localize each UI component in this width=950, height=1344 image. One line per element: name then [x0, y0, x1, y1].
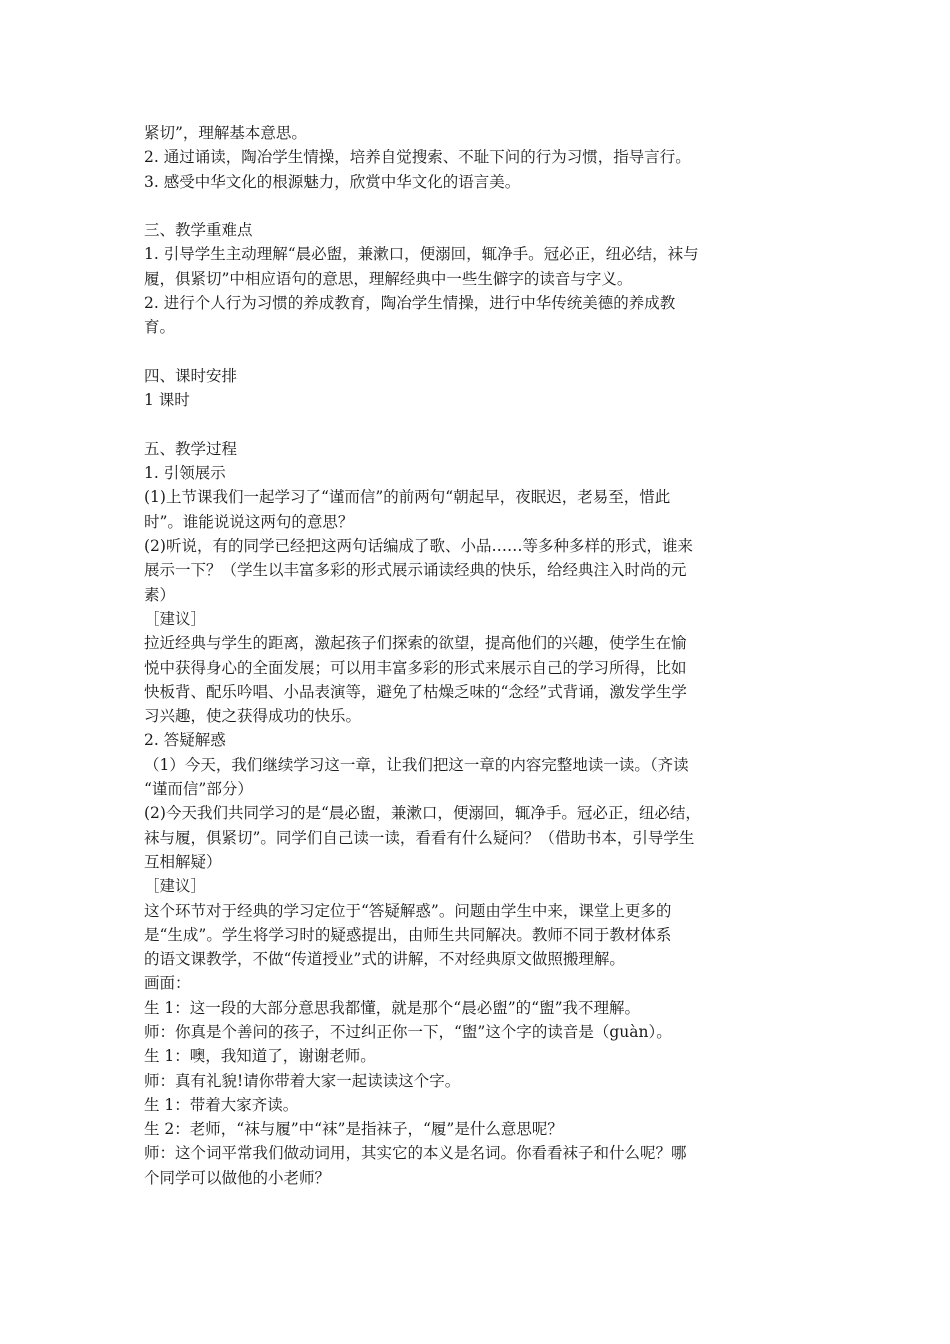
dialogue-line: 师：真有礼貌!请你带着大家一起读读这个字。	[144, 1071, 461, 1090]
text-line: 习兴趣，使之获得成功的快乐。	[144, 707, 362, 726]
text-line: 这个环节对于经典的学习定位于“答疑解惑”。问题由学生中来，课堂上更多的	[144, 901, 672, 920]
text-line: 拉近经典与学生的距离，激起孩子们探索的欲望，提高他们的兴趣，使学生在愉	[144, 634, 687, 653]
blank-line	[144, 413, 814, 437]
dialogue-line: 生 2：老师，“袜与履”中“袜”是指袜子，“履”是什么意思呢？	[144, 1120, 563, 1139]
text-line: 互相解疑）	[144, 852, 222, 871]
dialogue-line: 生 1：这一段的大部分意思我都懂，就是那个“晨必盥”的“盥”我不理解。	[144, 998, 640, 1017]
suggestion-label: ［建议］	[144, 609, 207, 628]
text-line: 快板背、配乐吟唱、小品表演等，避免了枯燥乏味的“念经”式背诵，激发学生学	[144, 682, 687, 701]
blank-line	[144, 194, 814, 218]
text-line: (2)今天我们共同学习的是“晨必盥，兼漱口，便溺回，辄净手。冠必正，纽必结，	[144, 804, 701, 823]
text-line: 履，俱紧切”中相应语句的意思，理解经典中一些生僻字的读音与字义。	[144, 269, 633, 288]
section-heading: 四、课时安排	[144, 366, 238, 385]
blank-line	[144, 340, 814, 364]
text-line: 育。	[144, 318, 176, 337]
scene-label: 画面：	[144, 974, 191, 993]
section-heading: 三、教学重难点	[144, 221, 253, 240]
dialogue-line: 师：你真是个善问的孩子，不过纠正你一下，“盥”这个字的读音是（guàn）。	[144, 1022, 672, 1041]
subsection-heading: 1. 引领展示	[144, 464, 226, 483]
text-line: 的语文课教学，不做“传道授业”式的讲解，不对经典原文做照搬理解。	[144, 950, 625, 969]
text-line: 展示一下？（学生以丰富多彩的形式展示诵读经典的快乐，给经典注入时尚的元	[144, 561, 687, 580]
text-line: 1 课时	[144, 391, 190, 410]
text-line: 时”。谁能说说这两句的意思？	[144, 512, 354, 531]
text-line: (2)听说，有的同学已经把这两句话编成了歌、小品……等多种多样的形式，谁来	[144, 537, 693, 556]
section-heading: 五、教学过程	[144, 439, 238, 458]
text-line: 2. 进行个人行为习惯的养成教育，陶冶学生情操，进行中华传统美德的养成教	[144, 294, 676, 313]
text-line: (1)上节课我们一起学习了“谨而信”的前两句“朝起早，夜眠迟，老易至，惜此	[144, 488, 671, 507]
document-page	[144, 121, 814, 1190]
subsection-heading: 2. 答疑解惑	[144, 731, 226, 750]
dialogue-line: 生 1：带着大家齐读。	[144, 1095, 299, 1114]
text-line: （1）今天，我们继续学习这一章，让我们把这一章的内容完整地读一读。（齐读	[144, 755, 689, 774]
text-line: 素）	[144, 585, 176, 604]
text-line: 2. 通过诵读，陶冶学生情操，培养自觉搜索、不耻下问的行为习惯，指导言行。	[144, 148, 691, 167]
text-line: 1. 引导学生主动理解“晨必盥，兼漱口，便溺回，辄净手。冠必正，纽必结，袜与	[144, 245, 699, 264]
dialogue-line: 个同学可以做他的小老师？	[144, 1168, 331, 1187]
text-line: 紧切”，理解基本意思。	[144, 124, 307, 142]
text-line: 3. 感受中华文化的根源魅力，欣赏中华文化的语言美。	[144, 172, 521, 191]
suggestion-label: ［建议］	[144, 877, 207, 896]
dialogue-line: 生 1：噢，我知道了，谢谢老师。	[144, 1047, 376, 1066]
text-line: 是“生成”。学生将学习时的疑惑提出，由师生共同解决。教师不同于教材体系	[144, 925, 672, 944]
dialogue-line: 师：这个词平常我们做动词用，其实它的本义是名词。你看看袜子和什么呢？哪	[144, 1144, 687, 1163]
text-line: 袜与履，俱紧切”。同学们自己读一读，看看有什么疑问？（借助书本，引导学生	[144, 828, 695, 847]
text-line: “谨而信”部分）	[144, 780, 253, 799]
text-line: 悦中获得身心的全面发展；可以用丰富多彩的形式来展示自己的学习所得，比如	[144, 658, 687, 677]
